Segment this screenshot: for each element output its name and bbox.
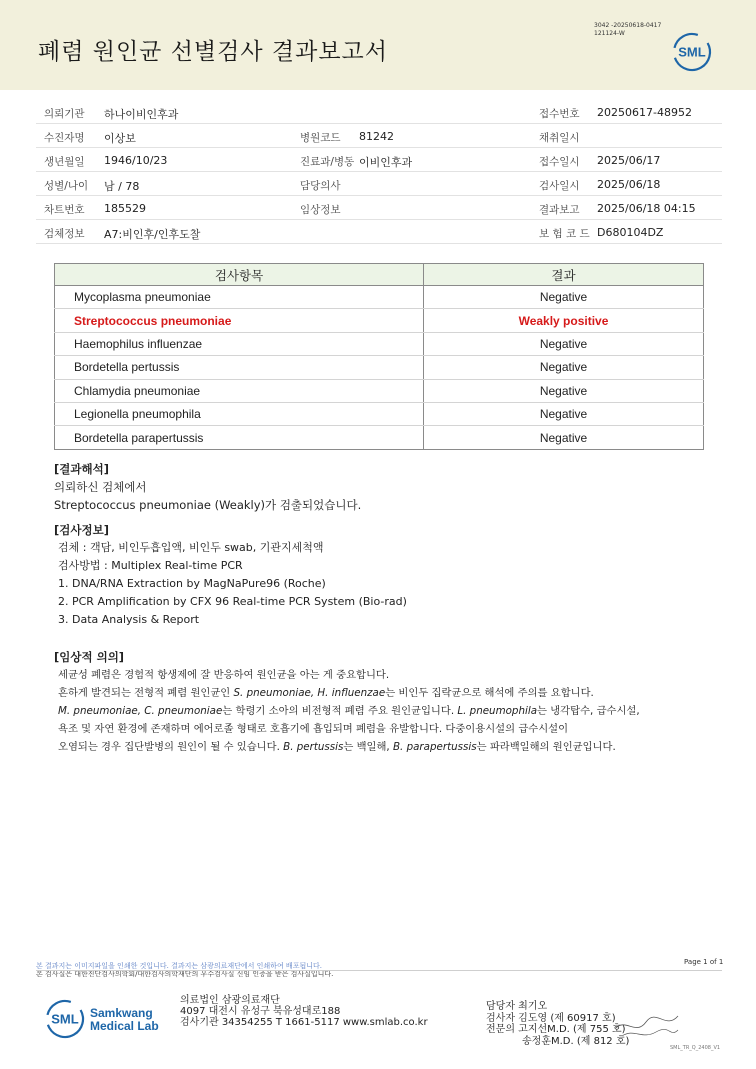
form-version: SML_TR_Q_2408_V1 [670, 1045, 721, 1051]
pathogen-result: Negative [424, 426, 704, 449]
result-row [55, 356, 704, 379]
test-info-line: 1. DNA/RNA Extraction by MagNaPure96 (Roche) [58, 577, 326, 590]
info-label: 병원코드 [300, 132, 341, 144]
pathogen-name: Chlamydia pneumoniae [55, 379, 424, 402]
clinical-line: 오염되는 경우 집단발병의 원인이 될 수 있습니다. B. pertussis는 백일해, B. parapertussis는 파라백일해의 원인균입니다. [58, 741, 616, 753]
info-value: D680104DZ [597, 226, 664, 239]
result-row [55, 426, 704, 449]
svg-text:SML: SML [51, 1011, 79, 1027]
report-header [0, 0, 756, 90]
result-row [55, 286, 704, 309]
results-table [54, 263, 704, 450]
info-label: 담당의사 [300, 180, 341, 192]
info-label: 차트번호 [44, 204, 85, 216]
result-row [55, 332, 704, 355]
clinical-heading: [임상적 의의] [54, 650, 125, 664]
page-number: Page 1 of 1 [684, 958, 724, 966]
info-row [36, 172, 722, 196]
column-header-item: 검사항목 [55, 264, 424, 286]
info-row [36, 100, 722, 124]
sml-logo-icon [671, 31, 713, 73]
info-label: 결과보고 [539, 204, 580, 216]
info-value: 2025/06/17 [597, 154, 661, 167]
pathogen-result: Negative [424, 332, 704, 355]
lab-name: Samkwang Medical Lab [90, 1006, 159, 1033]
info-value: 81242 [359, 130, 394, 143]
test-info-heading: [검사정보] [54, 523, 109, 537]
clinical-line: M. pneumoniae, C. pneumoniae는 학령기 소아의 비전형적 폐렴 주요 원인균입니다. L. pneumophila는 냉각탑수, 급수시설, [58, 705, 640, 717]
report-code-line2: 121124-W [594, 30, 625, 37]
pathogen-name: Haemophilus influenzae [55, 332, 424, 355]
info-value: 20250617-48952 [597, 106, 692, 119]
results-table-header [55, 264, 704, 286]
svg-text:SML: SML [678, 44, 706, 60]
pathogen-result: Negative [424, 402, 704, 425]
pathogen-name: Streptococcus pneumoniae [55, 309, 424, 332]
test-info-section [54, 521, 407, 629]
pathogen-result: Negative [424, 286, 704, 309]
notice-line: 본 검사실은 대한진단검사의학회/대한검사의학재단의 우수검사실 신임 인증을 받은 검사실입니다. [36, 970, 334, 978]
info-label: 검체정보 [44, 228, 85, 240]
info-label: 생년월일 [44, 156, 85, 168]
info-value: 하나이비인후과 [104, 108, 179, 121]
interpretation-line: Streptococcus pneumoniae (Weakly)가 검출되었습니다. [54, 498, 362, 512]
interpretation-line: 의뢰하신 검체에서 [54, 480, 147, 494]
info-label: 검사일시 [539, 180, 580, 192]
test-info-line: 3. Data Analysis & Report [58, 613, 200, 626]
pathogen-result: Weakly positive [424, 309, 704, 332]
interpretation-heading: [결과해석] [54, 462, 109, 476]
notice-line: 본 결과지는 이미지파일을 인쇄한 것입니다. 결과지는 삼광의료재단에서 인쇄하여 배포됩니다. [36, 962, 322, 970]
info-value: A7:비인후/인후도찰 [104, 228, 201, 241]
result-row [55, 379, 704, 402]
clinical-line: 흔하게 발견되는 전형적 폐렴 원인균인 S. pneumoniae, H. influenzae는 비인두 집락균으로 해석에 주의를 요합니다. [58, 687, 594, 699]
clinical-section [54, 648, 640, 756]
info-value: 185529 [104, 202, 146, 215]
report-title: 폐렴 원인균 선별검사 결과보고서 [38, 39, 388, 65]
info-row [36, 196, 722, 220]
info-label: 진료과/병동 [300, 156, 355, 168]
info-value: 이상보 [104, 132, 136, 145]
test-info-line: 검체 : 객담, 비인두흡입액, 비인두 swab, 기관지세척액 [58, 541, 324, 554]
pathogen-name: Bordetella pertussis [55, 356, 424, 379]
info-value: 1946/10/23 [104, 154, 168, 167]
sml-footer-logo-icon [44, 998, 86, 1040]
info-label: 채취일시 [539, 132, 580, 144]
info-row [36, 148, 722, 172]
info-label: 보 험 코 드 [539, 228, 590, 240]
info-label: 임상정보 [300, 204, 341, 216]
test-info-line: 검사방법 : Multiplex Real-time PCR [58, 559, 243, 572]
info-value: 2025/06/18 [597, 178, 661, 191]
pathogen-name: Legionella pneumophila [55, 402, 424, 425]
staff-list: 담당자 최기오 검사자 김도영 (제 60917 호) 전문의 고지선M.D. (제 755 호) 송정훈M.D. (제 812 호) [486, 1001, 630, 1047]
pathogen-name: Bordetella parapertussis [55, 426, 424, 449]
info-label: 수진자명 [44, 132, 85, 144]
lab-address: 의료법인 삼광의료재단 4097 대전시 유성구 북유성대로188 검사기관 34354255 T 1661-5117 www.smlab.co.kr [180, 995, 428, 1028]
info-label: 접수일시 [539, 156, 580, 168]
info-value: 이비인후과 [359, 156, 413, 169]
column-header-result: 결과 [424, 264, 704, 286]
test-info-line: 2. PCR Amplification by CFX 96 Real-time PCR System (Bio-rad) [58, 595, 407, 608]
pathogen-result: Negative [424, 379, 704, 402]
report-code-line1: 3042 -20250618-0417 [594, 22, 662, 29]
info-label: 성별/나이 [44, 180, 89, 192]
report-code [594, 22, 661, 38]
info-label: 접수번호 [539, 108, 580, 120]
patient-info [36, 100, 722, 244]
result-row [55, 309, 704, 332]
result-row [55, 402, 704, 425]
info-value: 2025/06/18 04:15 [597, 202, 696, 215]
pathogen-name: Mycoplasma pneumoniae [55, 286, 424, 309]
pathogen-result: Negative [424, 356, 704, 379]
interpretation-section [54, 460, 361, 514]
footer-divider [36, 970, 722, 971]
signature-icon [612, 1006, 682, 1046]
clinical-line: 욕조 및 자연 환경에 존재하며 에어로졸 형태로 호흡기에 흡입되며 폐렴을 유발합니다. 다중이용시설의 급수시설이 [58, 723, 569, 735]
info-label: 의뢰기관 [44, 108, 85, 120]
info-row [36, 220, 722, 244]
clinical-line: 세균성 폐렴은 경험적 항생제에 잘 반응하여 원인균을 아는 게 중요합니다. [58, 669, 390, 681]
info-row [36, 124, 722, 148]
info-value: 남 / 78 [104, 180, 140, 193]
